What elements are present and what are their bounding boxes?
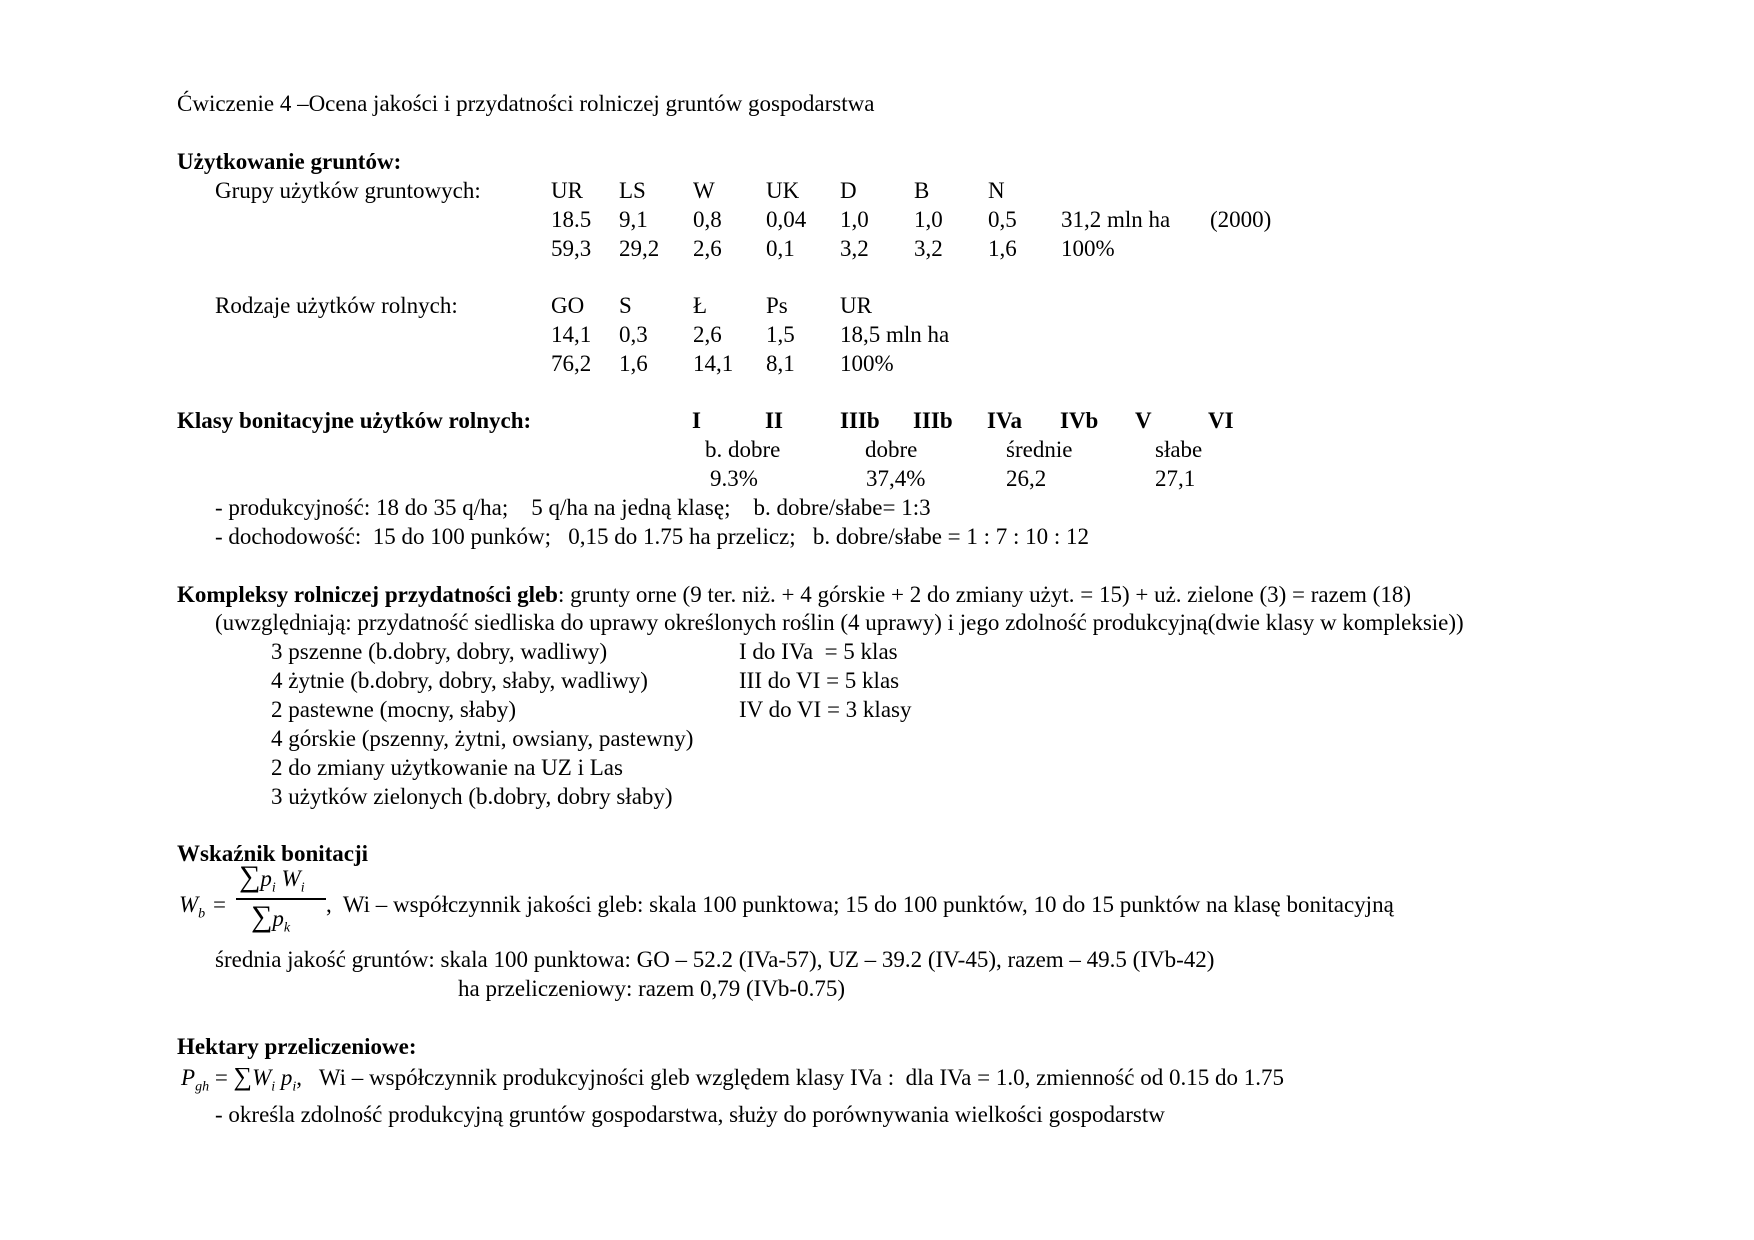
- rodzaje-cell: 1,6: [619, 351, 648, 376]
- fraction-bar: [236, 898, 326, 900]
- list-item: 3 pszenne (b.dobry, dobry, wadliwy): [271, 639, 608, 664]
- produkcyjnosc-line: - produkcyjność: 18 do 35 q/ha; 5 q/ha na jedną klasę; b. dobre/słabe= 1:3: [215, 495, 931, 520]
- section-heading-uzytkowanie: Użytkowanie gruntów:: [177, 149, 402, 174]
- grupy-label: Grupy użytków gruntowych:: [215, 178, 481, 203]
- grupy-cell: 59,3: [551, 236, 592, 261]
- rodzaje-cell: 8,1: [766, 351, 795, 376]
- list-item: 3 użytków zielonych (b.dobry, dobry słaby): [271, 784, 673, 809]
- grupy-cell: 3,2: [840, 236, 869, 261]
- grupy-cell: 2,6: [693, 236, 722, 261]
- rodzaje-header: Ps: [766, 293, 788, 318]
- formula-denominator: $\sum p_k$: [251, 900, 291, 936]
- list-item: 2 pastewne (mocny, słaby): [271, 697, 517, 722]
- formula-numerator: $\sum p_i$ $W_i$: [239, 860, 305, 896]
- rodzaje-header: UR: [840, 293, 872, 318]
- rodzaje-header: S: [619, 293, 632, 318]
- rodzaje-cell: 100%: [840, 351, 894, 376]
- hektary-desc: , Wi – współczynnik produkcyjności gleb względem klasy IVa : dla IVa = 1.0, zmienność od 0.15 do 1.75: [296, 1065, 1284, 1090]
- klasa-label: IVb: [1060, 408, 1099, 433]
- klasa-percent: 9.3%: [710, 466, 758, 491]
- rodzaje-cell: 76,2: [551, 351, 592, 376]
- klasa-group: średnie: [1006, 437, 1073, 462]
- page-title: Ćwiczenie 4 –Ocena jakości i przydatności rolniczej gruntów gospodarstwa: [177, 91, 875, 116]
- klasa-group: b. dobre: [705, 437, 781, 462]
- grupy-cell: 0,04: [766, 207, 807, 232]
- grupy-cell: 1,6: [988, 236, 1017, 261]
- rodzaje-cell: 0,3: [619, 322, 648, 347]
- grupy-header: N: [988, 178, 1005, 203]
- dochodowosc-line: - dochodowość: 15 do 100 punków; 0,15 do 1.75 ha przelicz; b. dobre/słabe = 1 : 7 : 10 : 12: [215, 524, 1090, 549]
- grupy-header: B: [914, 178, 930, 203]
- grupy-cell: 29,2: [619, 236, 660, 261]
- list-item: 2 do zmiany użytkowanie na UZ i Las: [271, 755, 623, 780]
- section-heading-kompleksy: Kompleksy rolniczej przydatności gleb: [177, 582, 558, 607]
- rodzaje-header: Ł: [693, 293, 708, 318]
- section-heading-hektary: Hektary przeliczeniowe:: [177, 1034, 417, 1059]
- wskaznik-line2: ha przeliczeniowy: razem 0,79 (IVb-0.75): [458, 976, 846, 1001]
- klasa-label: I: [692, 408, 701, 433]
- grupy-cell: 0,8: [693, 207, 722, 232]
- range-item: I do IVa = 5 klas: [739, 639, 898, 664]
- hektary-formula: $P_{gh} = \sum W_i$ $p_i$, Wi – współczynnik produkcyjności gleb względem klasy IVa : dla IVa = 1.0, zmienność od 0.15 do 1.75: [181, 1062, 1284, 1095]
- klasa-label: V: [1135, 408, 1152, 433]
- grupy-header: D: [840, 178, 857, 203]
- section-heading-klasy: Klasy bonitacyjne użytków rolnych:: [177, 408, 532, 433]
- klasa-label: IIIb: [913, 408, 953, 433]
- klasa-percent: 27,1: [1155, 466, 1196, 491]
- hektary-line1: - określa zdolność produkcyjną gruntów gospodarstwa, służy do porównywania wielkości gospodarstw: [215, 1102, 1165, 1127]
- grupy-cell: 0,1: [766, 236, 795, 261]
- formula-lhs: $W_b$: [179, 892, 206, 922]
- range-item: IV do VI = 3 klasy: [739, 697, 912, 722]
- wskaznik-desc: , Wi – współczynnik jakości gleb: skala 100 punktowa; 15 do 100 punktów, 10 do 15 punktów na klasę bonitacyjną: [326, 892, 1394, 917]
- klasa-percent: 37,4%: [866, 466, 926, 491]
- grupy-cell: 0,5: [988, 207, 1017, 232]
- grupy-cell: 3,2: [914, 236, 943, 261]
- grupy-header: UK: [766, 178, 800, 203]
- rodzaje-cell: 2,6: [693, 322, 722, 347]
- grupy-header: LS: [619, 178, 646, 203]
- grupy-cell: 18.5: [551, 207, 592, 232]
- kompleksy-summary: : grunty orne (9 ter. niż. + 4 górskie + 2 do zmiany użyt. = 15) + uż. zielone (3) = razem (18): [557, 582, 1411, 607]
- kompleksy-line2: (uwzględniają: przydatność siedliska do uprawy określonych roślin (4 uprawy) i jego zdolność produkcyjną(dwie klasy w kompleksie)): [215, 610, 1464, 635]
- grupy-cell: 31,2 mln ha: [1061, 207, 1171, 232]
- klasa-group: dobre: [865, 437, 918, 462]
- rodzaje-cell: 1,5: [766, 322, 795, 347]
- range-item: III do VI = 5 klas: [739, 668, 900, 693]
- klasa-percent: 26,2: [1006, 466, 1047, 491]
- rodzaje-cell: 14,1: [551, 322, 592, 347]
- formula-equals: =: [213, 892, 226, 917]
- klasa-group: słabe: [1155, 437, 1203, 462]
- kompleksy-line1: [177, 580, 1411, 609]
- list-item: 4 górskie (pszenny, żytni, owsiany, pastewny): [271, 726, 694, 751]
- section-heading-wskaznik: Wskaźnik bonitacji: [177, 841, 369, 866]
- rodzaje-header: GO: [551, 293, 585, 318]
- klasa-label: II: [765, 408, 783, 433]
- grupy-header: UR: [551, 178, 583, 203]
- klasa-label: IIIb: [840, 408, 880, 433]
- grupy-cell: 1,0: [914, 207, 943, 232]
- rodzaje-label: Rodzaje użytków rolnych:: [215, 293, 458, 318]
- grupy-cell: 1,0: [840, 207, 869, 232]
- grupy-header: W: [693, 178, 715, 203]
- rodzaje-cell: 14,1: [693, 351, 734, 376]
- klasa-label: VI: [1208, 408, 1234, 433]
- list-item: 4 żytnie (b.dobry, dobry, słaby, wadliwy): [271, 668, 648, 693]
- rodzaje-cell: 18,5 mln ha: [840, 322, 950, 347]
- wskaznik-line1: średnia jakość gruntów: skala 100 punktowa: GO – 52.2 (IVa-57), UZ – 39.2 (IV-45), razem – 49.5 (IVb-42): [215, 947, 1215, 972]
- grupy-cell: 9,1: [619, 207, 648, 232]
- klasa-label: IVa: [987, 408, 1022, 433]
- grupy-cell: 100%: [1061, 236, 1115, 261]
- grupy-cell: (2000): [1210, 207, 1272, 232]
